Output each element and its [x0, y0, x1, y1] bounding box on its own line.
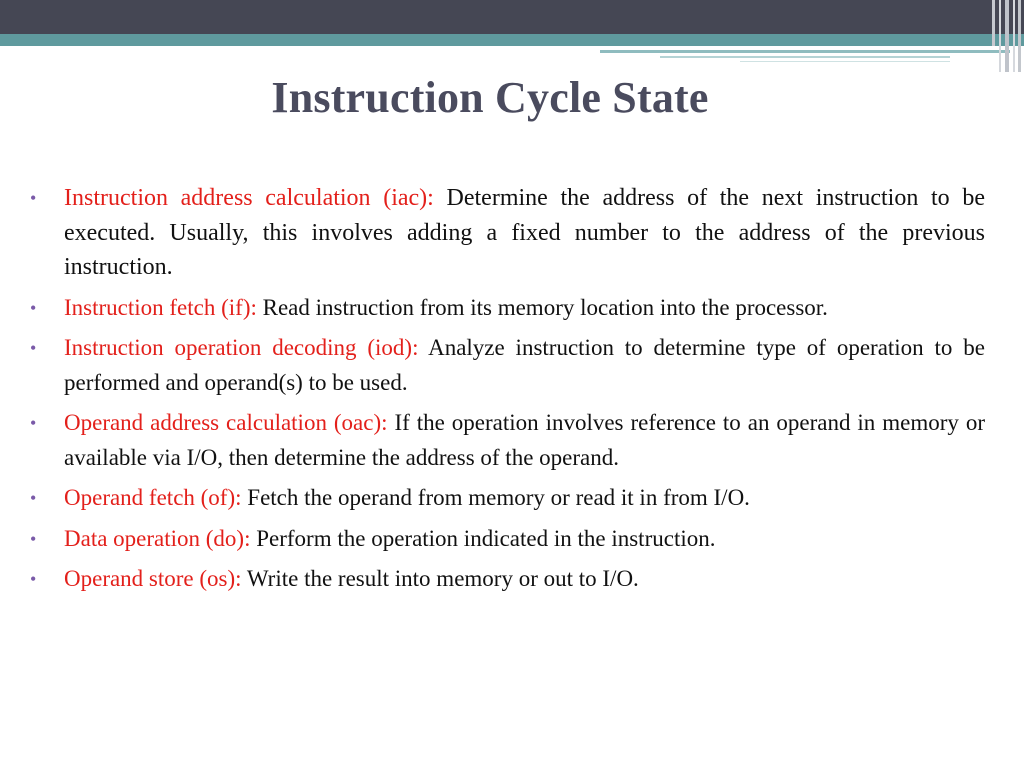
bullet-icon: •: [30, 338, 37, 358]
header-dark-band: [0, 0, 1024, 34]
bullet-icon: •: [30, 488, 37, 508]
list-item: [30, 522, 985, 557]
slide-title: Instruction Cycle State: [271, 73, 709, 122]
header-teal-band: [0, 34, 1024, 46]
term-label: Data operation (do):: [64, 525, 257, 551]
bullet-icon: •: [30, 569, 37, 589]
bullet-list: [30, 181, 985, 603]
header-accent-line: [660, 56, 950, 58]
bullet-icon: •: [30, 297, 37, 318]
header-vertical-stripe: [999, 0, 1001, 72]
header-accent-line: [740, 61, 950, 62]
header-vertical-stripe: [1018, 0, 1021, 72]
list-item: [30, 481, 985, 516]
bullet-icon: •: [30, 528, 37, 549]
list-item: [30, 406, 985, 475]
term-label: Instruction fetch (if):: [64, 294, 263, 320]
header-vertical-stripe: [992, 0, 995, 46]
bullet-icon: •: [30, 188, 37, 208]
list-item: [30, 562, 985, 597]
term-label: Instruction operation decoding (iod):: [64, 335, 429, 360]
term-description: Write the result into memory or out to I/O.: [246, 566, 639, 591]
term-description: Perform the operation indicated in the instruction.: [256, 525, 716, 551]
list-item: [30, 331, 985, 400]
term-label: Operand fetch (of):: [64, 485, 248, 510]
term-description: Analyze instruction to determine type of operation to be performed and operand(s) to be used.: [64, 335, 985, 395]
bullet-icon: •: [30, 413, 37, 433]
term-description: Fetch the operand from memory or read it in from I/O.: [247, 485, 750, 510]
header-accent-line: [600, 50, 1010, 53]
header-vertical-stripe: [1005, 0, 1009, 72]
term-label: Operand store (os):: [64, 566, 247, 591]
list-item: [30, 181, 985, 285]
term-label: Operand address calculation (oac):: [64, 410, 395, 435]
term-description: If the operation involves reference to an operand in memory or available via I/O, then determine the address of the operand.: [64, 410, 986, 470]
term-description: Determine the address of the next instruction to be executed. Usually, this involves adding a fixed number to the address of the previous instruction.: [64, 185, 985, 280]
list-item: [30, 291, 985, 326]
term-description: Read instruction from its memory location into the processor.: [262, 294, 828, 320]
header-vertical-stripe: [1013, 0, 1015, 72]
term-label: Instruction address calculation (iac):: [64, 185, 447, 211]
